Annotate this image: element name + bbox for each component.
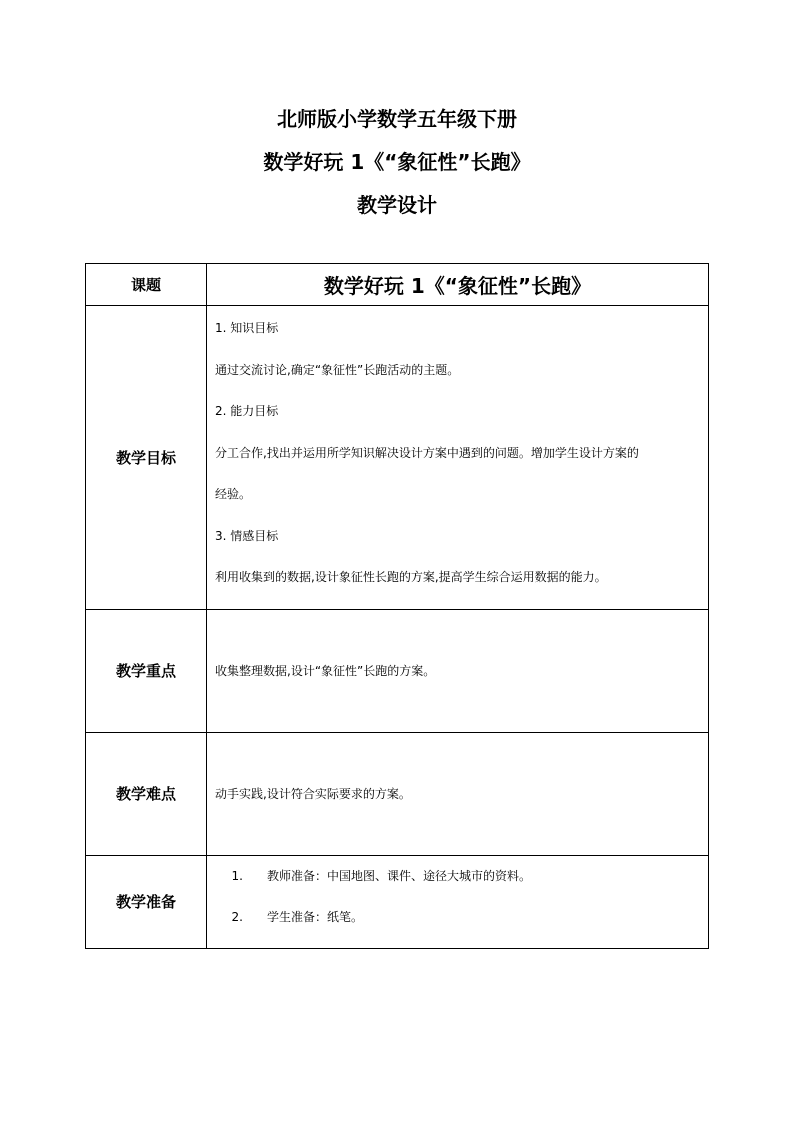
key-points-text: 收集整理数据,设计“象征性”长跑的方案。 bbox=[215, 663, 436, 678]
difficulty-content bbox=[207, 732, 709, 855]
label-goals: 教学目标 bbox=[86, 306, 207, 610]
table-row-preparation bbox=[86, 855, 709, 948]
goal-line: 经验。 bbox=[215, 487, 252, 501]
label-key-points: 教学重点 bbox=[86, 609, 207, 732]
list-item bbox=[207, 907, 708, 948]
key-points-content bbox=[207, 609, 709, 732]
lesson-plan-table bbox=[85, 263, 709, 949]
list-text: 学生准备：纸笔。 bbox=[267, 909, 364, 924]
topic-value: 数学好玩 1《“象征性”长跑》 bbox=[207, 264, 709, 306]
label-difficulty: 教学难点 bbox=[86, 732, 207, 855]
goal-line: 利用收集到的数据,设计象征性长跑的方案,提高学生综合运用数据的能力。 bbox=[215, 570, 607, 584]
goal-line: 通过交流讨论,确定“象征性”长跑活动的主题。 bbox=[215, 362, 460, 377]
preparation-content bbox=[207, 855, 709, 948]
label-preparation: 教学准备 bbox=[86, 855, 207, 948]
table-row-goals bbox=[86, 306, 709, 610]
goals-content bbox=[207, 306, 709, 610]
difficulty-text: 动手实践,设计符合实际要求的方案。 bbox=[215, 786, 411, 801]
table-row-difficulty bbox=[86, 732, 709, 855]
list-item bbox=[207, 866, 708, 907]
goal-line: 1. 知识目标 bbox=[215, 321, 279, 335]
list-text: 教师准备：中国地图、课件、途径大城市的资料。 bbox=[267, 868, 532, 883]
label-topic: 课题 bbox=[86, 264, 207, 306]
lesson-title: 数学好玩 1《“象征性”长跑》 bbox=[263, 150, 531, 174]
list-number: 2. bbox=[231, 909, 243, 924]
goal-line: 3. 情感目标 bbox=[215, 528, 279, 543]
list-number: 1. bbox=[231, 868, 243, 883]
table-row-key-points bbox=[86, 609, 709, 732]
table-row-title bbox=[86, 264, 709, 306]
document-subtitle: 教学设计 bbox=[357, 193, 437, 217]
goal-line: 2. 能力目标 bbox=[215, 404, 279, 418]
goal-line: 分工合作,找出并运用所学知识解决设计方案中遇到的问题。增加学生设计方案的 bbox=[215, 445, 639, 460]
document-title: 北师版小学数学五年级下册 bbox=[277, 107, 517, 131]
